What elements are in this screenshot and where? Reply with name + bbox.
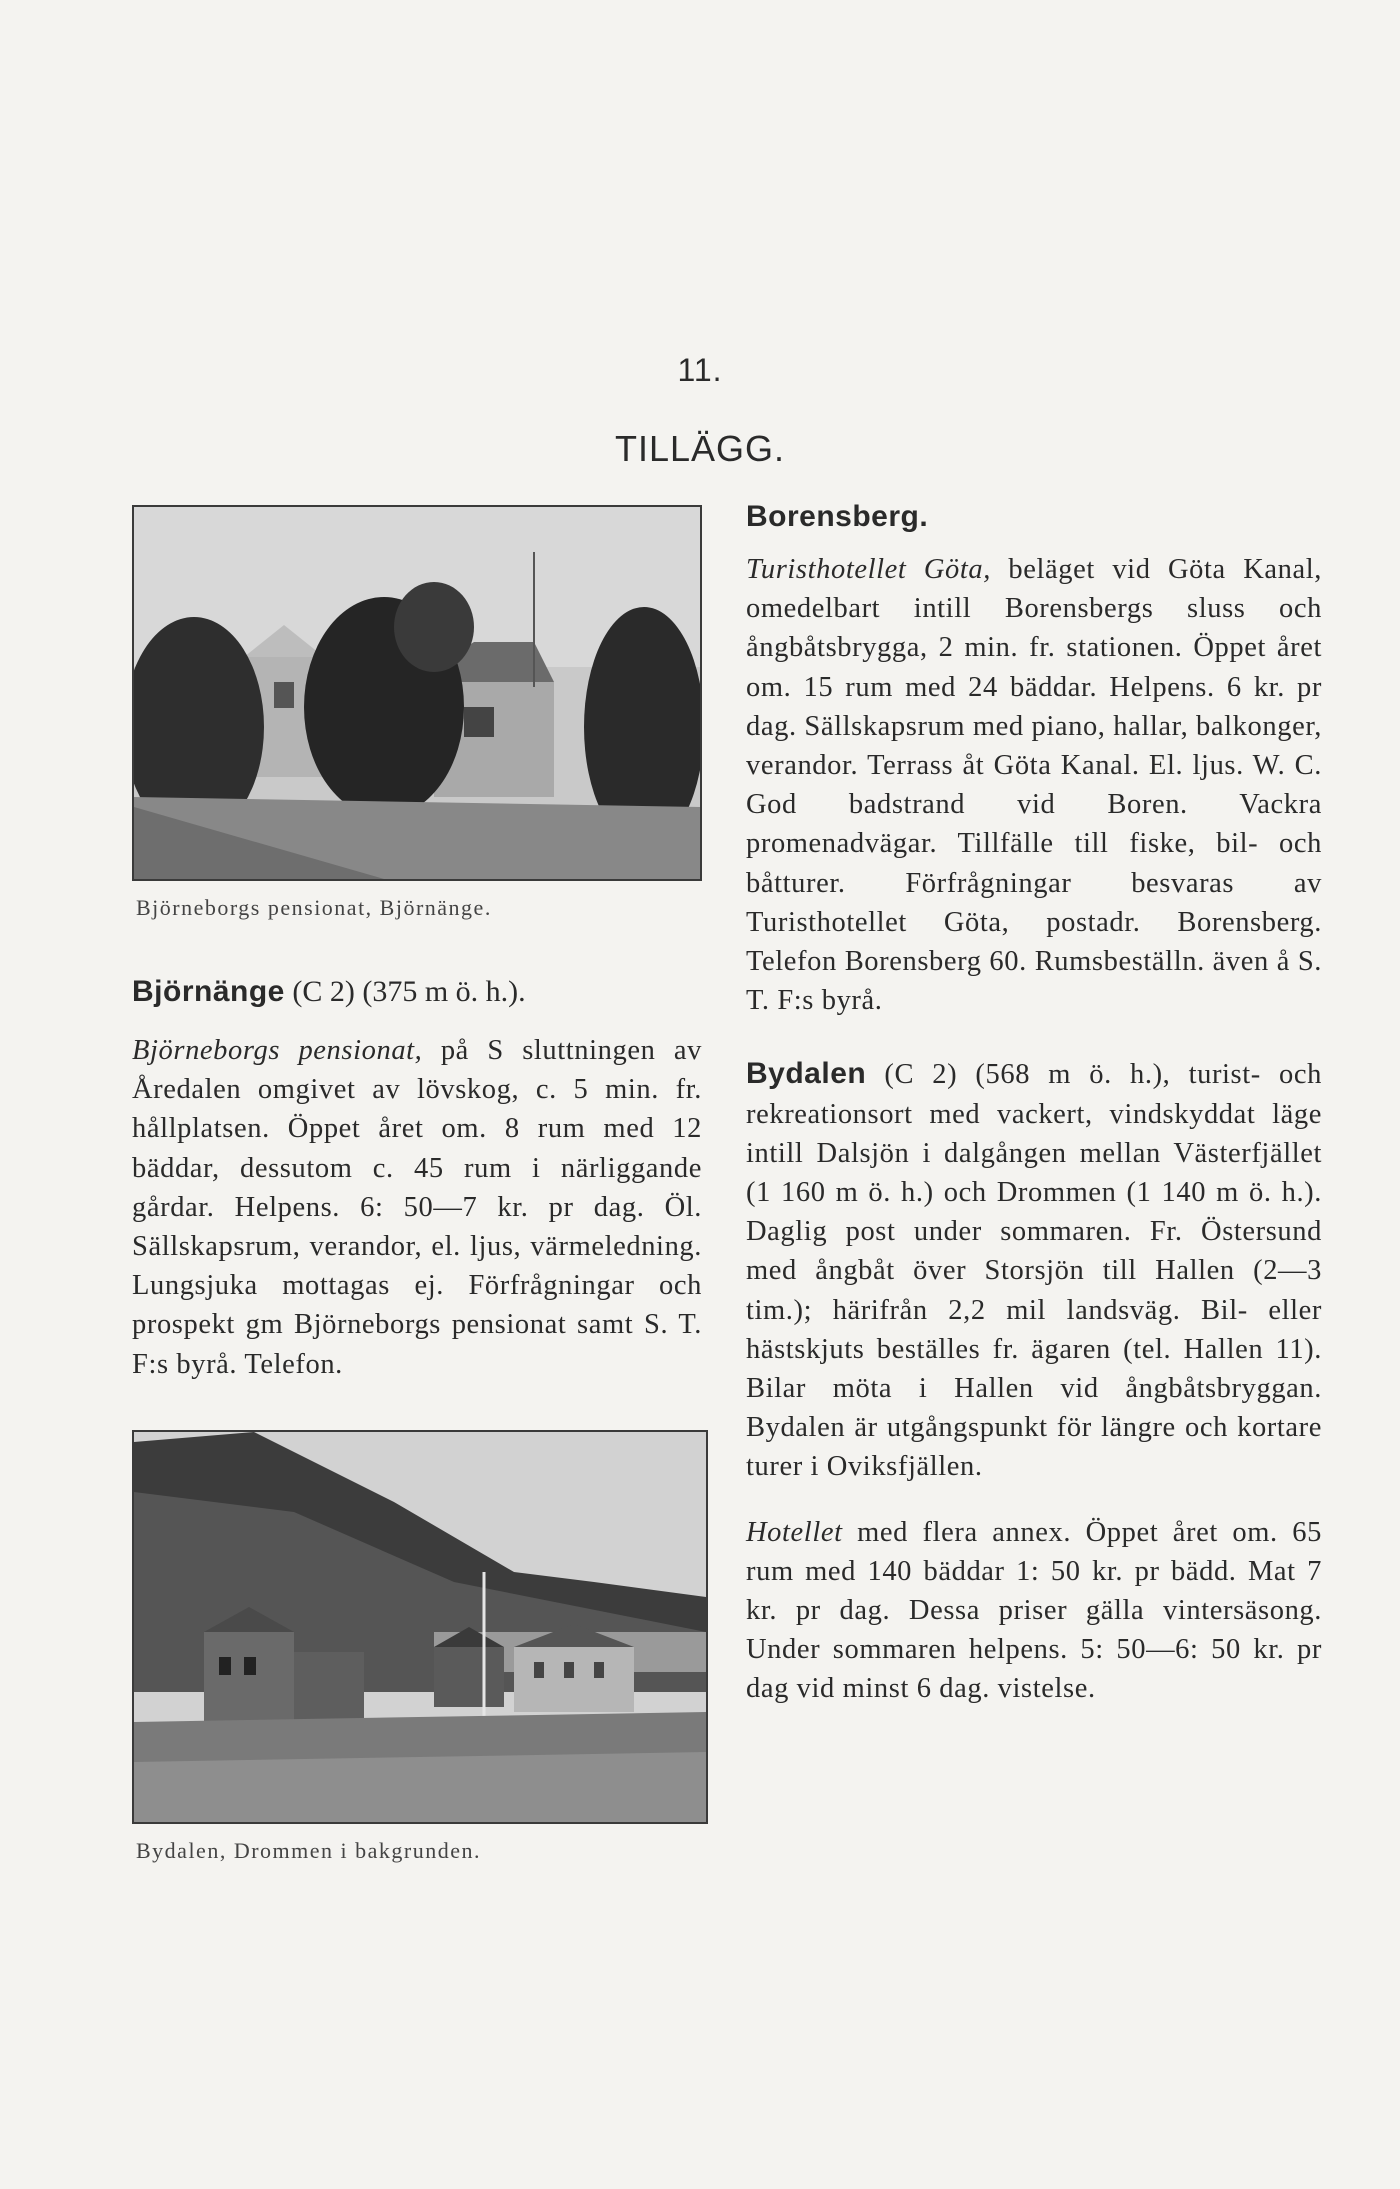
bydalen-name: Bydalen <box>746 1057 867 1091</box>
bjornange-name: Björnänge <box>132 975 285 1008</box>
bjornange-meta: (C 2) (375 m ö. h.). <box>284 975 526 1008</box>
bydalen-paragraph <box>746 1054 1322 1486</box>
borensberg-paragraph <box>746 550 1322 1020</box>
borensberg-body: beläget vid Göta Kanal, omedelbart intill Borensbergs sluss och ångbåtsbrygga, 2 min. fr. stationen. Öppet året om. 15 rum med 24 bäddar. Helpens. 6 kr. pr dag. Sällskapsrum med piano, hallar, balkonger, verandor. Terrass åt Göta Kanal. El. ljus. W. C. God badstrand vid Boren. Vackra promenadvägar. Tillfälle till fiske, bil- och båtturer. Förfrågningar besvaras av Turisthotellet Göta, postadr. Borensberg. Telefon Borensberg 60. Rumsbeställn. även å S. T. F:s byrå. <box>746 554 1322 1017</box>
hotellet-lead: Hotellet <box>746 1516 843 1548</box>
borensberg-heading: Borensberg. <box>746 500 929 533</box>
bjornange-heading <box>132 975 702 1009</box>
bydalen-body: (C 2) (568 m ö. h.), turist- och rekreationsort med vackert, vindskyddat läge intill Dalsjön i dalgången mellan Västerfjället (1 160 m ö. h.) och Drommen (1 140 m ö. h.). Daglig post under sommaren. Fr. Östersund med ångbåt över Storsjön till Hallen (2—3 tim.); härifrån 2,2 mil landsväg. Bil- eller hästskjuts beställes fr. ägaren (tel. Hallen 11). Bilar möta i Hallen vid ångbåtsbryggan. Bydalen är utgångspunkt för längre och kortare turer i Oviksfjällen. <box>746 1059 1322 1483</box>
hotellet-paragraph <box>746 1513 1322 1709</box>
right-column <box>746 500 1322 1709</box>
bjornange-body: på S sluttningen av Åredalen omgivet av lövskog, c. 5 min. fr. hållplatsen. Öppet året om. 8 rum med 12 bäddar, dessutom c. 45 rum i närliggande gårdar. Helpens. 6: 50—7 kr. pr dag. Öl. Sällskapsrum, verandor, el. ljus, värmeledning. Lungsjuka mottagas ej. Förfrågningar och prospekt gm Björneborgs pensionat samt S. T. F:s byrå. Telefon. <box>132 1035 702 1380</box>
bjornange-lead: Björneborgs pensionat, <box>132 1035 423 1066</box>
photo-bjorneborgs-pensionat <box>132 505 702 881</box>
hotellet-section <box>746 1513 1322 1709</box>
photo2-caption: Bydalen, Drommen i bakgrunden. <box>136 1837 481 1863</box>
borensberg-lead: Turisthotellet Göta, <box>746 554 991 585</box>
photo1-caption: Björneborgs pensionat, Björnänge. <box>136 895 492 920</box>
hotellet-body: med flera annex. Öppet året om. 65 rum med 140 bäddar 1: 50 kr. pr bädd. Mat 7 kr. pr dag. Dessa priser gälla vintersäsong. Under sommaren helpens. 5: 50—6: 50 kr. pr dag vid minst 6 dag. vistelse. <box>746 1516 1322 1705</box>
section-title: TILLÄGG. <box>614 428 786 469</box>
photo-bydalen <box>132 1430 708 1824</box>
bjornange-paragraph <box>132 1031 702 1384</box>
bydalen-section <box>746 1054 1322 1486</box>
left-column <box>132 505 702 1864</box>
page-number: 11. <box>677 352 723 388</box>
